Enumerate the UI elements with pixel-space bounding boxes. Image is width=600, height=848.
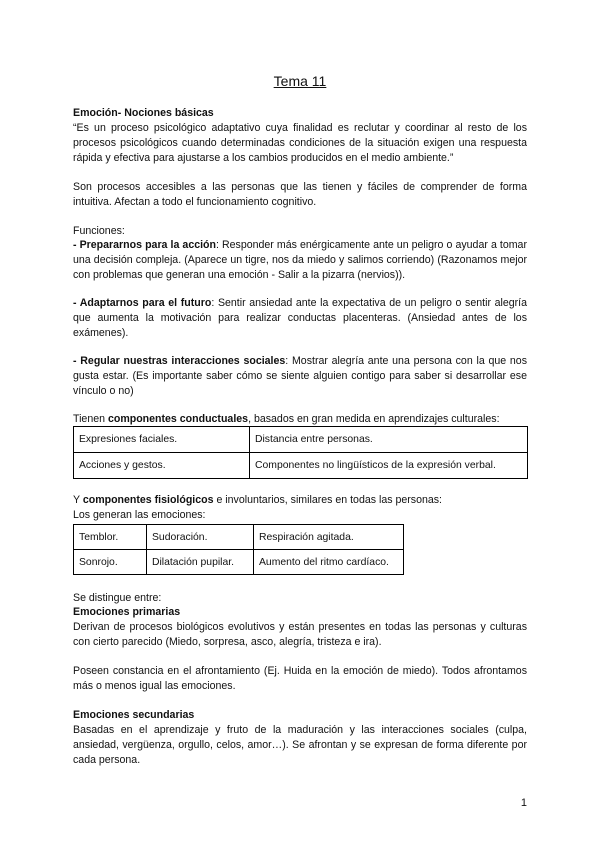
fisiologicos-table	[73, 524, 404, 575]
fisiologicos-post: e involuntarios, similares en todas las personas:	[213, 494, 442, 506]
primarias-text: Derivan de procesos biológicos evolutivos y están presentes en todas las personas y culturas con cierto parecido (Miedo, sorpresa, asco, alegría, tristeza e ira).	[73, 621, 527, 648]
function-item	[73, 354, 527, 399]
table-cell: Sonrojo.	[74, 550, 147, 575]
table-cell: Expresiones faciales.	[74, 427, 250, 453]
function-title: - Prepararnos para la acción	[73, 239, 216, 251]
intro-section	[73, 106, 527, 166]
table-cell: Acciones y gestos.	[74, 453, 250, 479]
table-row	[74, 453, 528, 479]
conductual-intro	[73, 412, 527, 427]
primarias-heading: Emociones primarias	[73, 606, 181, 618]
function-text: : Sentir ansiedad ante la expectativa de un peligro o sentir alegría que aumenta la motivación para realizar conductas placenteras. (Ansiedad antes de los exámenes).	[73, 297, 527, 339]
definition-quote: “Es un proceso psicológico adaptativo cuya finalidad es reclutar y coordinar al resto de los procesos psicológicos cuando determinadas condiciones de la situación exigen una respuesta rápida y efectiva para ajustarse a los cambios producidos en el medio ambiente.”	[73, 122, 527, 164]
conductual-bold: componentes conductuales	[107, 413, 249, 425]
fisiologicos-line2: Los generan las emociones:	[73, 509, 206, 521]
table-cell: Temblor.	[74, 525, 147, 550]
table-row	[74, 525, 404, 550]
table-row	[74, 550, 404, 575]
function-text: : Mostrar alegría ante una persona con la que nos gusta estar. (Es importante saber cómo se siente alguien contigo para saber si desarrollar ese vínculo o no)	[73, 355, 527, 397]
access-paragraph: Son procesos accesibles a las personas que las tienen y fáciles de comprender de forma intuitiva. Afectan a todo el funcionamiento cognitivo.	[73, 181, 527, 208]
conductual-table	[73, 426, 528, 479]
primarias-section	[73, 605, 527, 650]
table-cell: Distancia entre personas.	[250, 427, 528, 453]
function-text: : Responder más enérgicamente ante un peligro o ayudar a tomar una decisión compleja. (Aparece un tigre, nos da miedo y salimos corriendo) (Razonamos mejor con problemas que generan una emoción - Salir a la pizarra (nervios)).	[73, 239, 527, 281]
table-cell: Componentes no lingüísticos de la expresión verbal.	[250, 453, 528, 479]
secundarias-text: Basadas en el aprendizaje y fruto de la maduración y las interacciones sociales (culpa, ansiedad, vergüenza, orgullo, celos, amor…). Se afrontan y se expresan de forma diferente por cada persona.	[73, 724, 527, 766]
primarias-text2: Poseen constancia en el afrontamiento (Ej. Huida en la emoción de miedo). Todos afrontamos más o menos igual las emociones.	[73, 665, 527, 692]
functions-label: Funciones:	[73, 225, 125, 237]
page-title: Tema 11	[273, 73, 327, 89]
table-cell: Dilatación pupilar.	[147, 550, 254, 575]
table-row	[74, 427, 528, 453]
distingue-label: Se distingue entre:	[73, 592, 162, 604]
secundarias-section	[73, 708, 527, 768]
function-title: - Adaptarnos para el futuro	[73, 297, 212, 309]
function-title: - Regular nuestras interacciones sociales	[73, 355, 286, 367]
page-number: 1	[520, 797, 527, 809]
section-heading: Emoción- Nociones básicas	[73, 107, 214, 119]
table-cell: Respiración agitada.	[254, 525, 404, 550]
table-cell: Sudoración.	[147, 525, 254, 550]
conductual-pre: Tienen	[73, 413, 108, 425]
fisiologicos-bold: componentes fisiológicos	[82, 494, 214, 506]
secundarias-heading: Emociones secundarias	[73, 709, 195, 721]
table-cell: Aumento del ritmo cardíaco.	[254, 550, 404, 575]
fisiologicos-pre: Y	[73, 494, 83, 506]
conductual-post: , basados en gran medida en aprendizajes culturales:	[248, 413, 500, 425]
fisiologicos-intro	[73, 493, 527, 523]
function-item	[73, 238, 527, 283]
function-item	[73, 296, 527, 341]
